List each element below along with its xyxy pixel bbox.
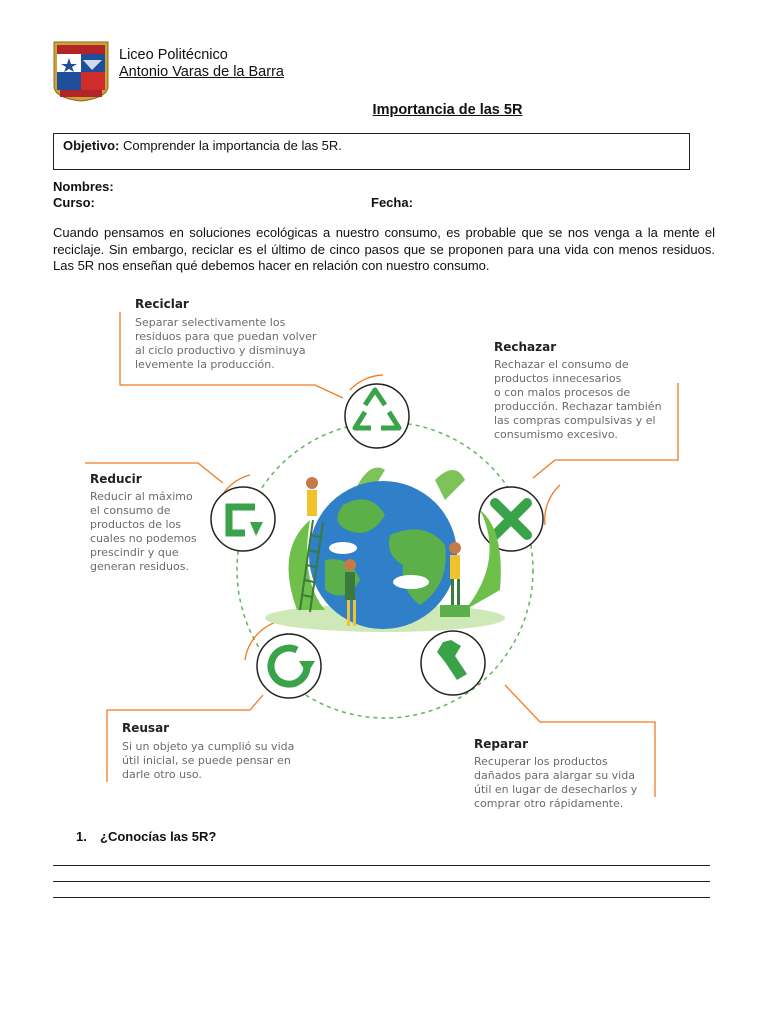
reducir-line: prescindir y que <box>90 546 179 559</box>
objective-text: Comprender la importancia de las 5R. <box>122 138 342 153</box>
reject-x-icon <box>479 487 543 551</box>
school-logo <box>52 40 110 102</box>
intro-paragraph: Cuando pensamos en soluciones ecológicas a nuestro consumo, es probable que se nos venga a la mente el reciclaje. Sin embargo, reciclar es el último de cinco pasos que se proponen para una vida con menos residuos. Las 5R nos enseñan qué debemos hacer en relación con nuestro consumo. <box>53 225 715 273</box>
question-number: 1. <box>76 829 87 844</box>
recycle-icon <box>345 384 409 448</box>
arc-rechazar <box>545 485 560 525</box>
reciclar-block <box>135 297 317 371</box>
reparar-line: Recuperar los productos <box>474 755 608 768</box>
reparar-line: dañados para alargar su vida <box>474 769 635 782</box>
reusar-title: Reusar <box>122 721 170 735</box>
rechazar-line: producción. Rechazar también <box>494 400 662 413</box>
reducir-line: generan residuos. <box>90 560 189 573</box>
reducir-line: productos de los <box>90 518 182 531</box>
document-title: Importancia de las 5R <box>372 102 523 118</box>
curso-field: Curso: <box>53 195 95 210</box>
rechazar-line: o con malos procesos de <box>494 386 631 399</box>
rechazar-line: consumismo excesivo. <box>494 428 618 441</box>
fecha-field: Fecha: <box>371 195 413 210</box>
reducir-line: el consumo de <box>90 504 171 517</box>
reusar-line: útil inicial, se puede pensar en <box>122 754 291 767</box>
rechazar-line: Rechazar el consumo de <box>494 358 629 371</box>
reusar-line: darle otro uso. <box>122 768 202 781</box>
objective-box <box>53 133 690 170</box>
reducir-line: Reducir al máximo <box>90 490 193 503</box>
reducir-block <box>90 472 197 573</box>
reuse-icon <box>257 634 321 698</box>
school-name: Liceo Politécnico <box>119 47 228 63</box>
reducir-title: Reducir <box>90 472 142 486</box>
answer-line[interactable] <box>53 881 710 882</box>
reusar-block <box>122 721 294 781</box>
question-1 <box>76 829 216 844</box>
reciclar-title: Reciclar <box>135 297 189 311</box>
rechazar-line: productos innecesarios <box>494 372 622 385</box>
reparar-title: Reparar <box>474 737 528 751</box>
answer-line[interactable] <box>53 897 710 898</box>
reciclar-line: levemente la producción. <box>135 358 275 371</box>
reciclar-line: Separar selectivamente los <box>135 316 286 329</box>
reciclar-line: al ciclo productivo y disminuya <box>135 344 306 357</box>
five-r-infographic <box>85 290 685 810</box>
earth-illustration <box>265 468 505 633</box>
repair-wrench-icon <box>421 631 485 695</box>
reparar-line: comprar otro rápidamente. <box>474 797 624 810</box>
school-subtitle: Antonio Varas de la Barra <box>119 64 284 80</box>
rechazar-line: las compras compulsivas y el <box>494 414 656 427</box>
objective-label: Objetivo: <box>63 138 120 153</box>
reusar-line: Si un objeto ya cumplió su vida <box>122 740 295 753</box>
reducir-line: cuales no podemos <box>90 532 197 545</box>
nombres-field: Nombres: <box>53 179 114 194</box>
reciclar-line: residuos para que puedan volver <box>135 330 317 343</box>
reparar-block <box>474 737 638 810</box>
reparar-line: útil en lugar de desecharlos y <box>474 783 638 796</box>
rechazar-block <box>494 340 662 441</box>
rechazar-title: Rechazar <box>494 340 557 354</box>
reduce-icon <box>211 487 275 551</box>
answer-line[interactable] <box>53 865 710 866</box>
question-text: ¿Conocías las 5R? <box>100 829 217 844</box>
